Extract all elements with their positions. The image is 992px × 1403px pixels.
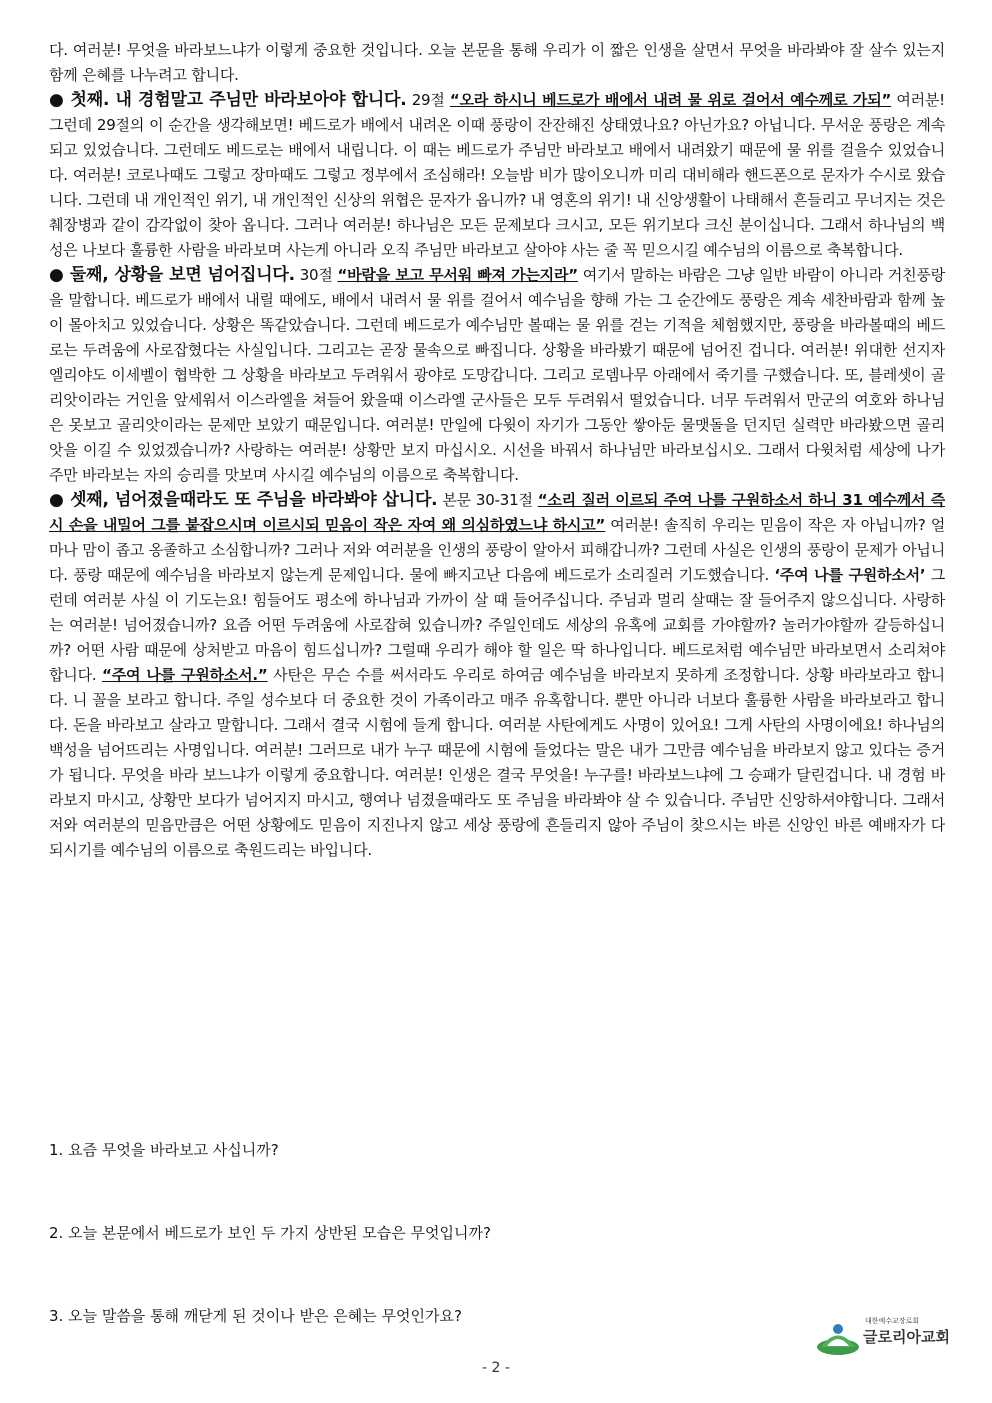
logo-name: 글로리아교회 [863,1328,950,1346]
section-1-verse-ref: 29절 [411,91,445,109]
question-1: 1. 요즘 무엇을 바라보고 사십니까? [49,1141,279,1159]
section-1 [49,88,945,263]
section-3-inline-quote: ‘주여 나를 구원하소서’ [774,566,926,584]
intro-paragraph: 다. 여러분! 무엇을 바라보느냐가 이렇게 중요한 것입니다. 오늘 본문을 통해 우리가 이 짧은 인생을 살면서 무엇을 바라봐야 잘 살수 있는지 함께 은혜를 나누려고 합니다. [49,41,945,84]
section-3-quote: “소리 질러 이르되 주여 나를 구원하소서 하니 31 예수께서 즉시 손을 내밀어 그를 붙잡으시며 이르시되 믿음이 작은 자여 왜 의심하였느냐 하시고” [49,491,945,534]
section-3 [49,488,945,863]
sermon-body [49,38,945,863]
section-2-verse-ref: 30절 [299,266,333,284]
section-2-quote: “바람을 보고 무서워 빠져 가는지라” [337,266,578,284]
section-2-text: 여기서 말하는 바람은 그냥 일반 바람이 아니라 거친풍랑을 말합니다. 베드로가 배에서 내릴 때에도, 배에서 내려서 물 위를 걸어서 예수님을 향해 가는 그 순간에도 풍랑은 계속 세찬바람과 함께 높이 몰아치고 있었습니다. 상황은 똑같았습니다. 그런데 베드로가 예수님만 볼때는 물 위를 걷는 기적을 체험했지만, 풍랑을 바라볼때의 베드로는 두려움에 사로잡혔다는 사실입니다. 그리고는 곧장 물속으로 빠집니다. 상황을 바라봤기 때문에 넘어진 겁니다. 여러분! 위대한 선지자 엘리야도 이세벨이 협박한 그 상황을 바라보고 두려워서 광야로 도망갑니다. 그리고 로뎀나무 아래에서 죽기를 구했습니다. 또, 블레셋이 골리앗이라는 거인을 앞세워서 이스라엘을 쳐들어 왔을때 이스라엘 군사들은 모두 두려워서 떨었습니다. 너무 두려워서 만군의 여호와 하나님은 못보고 골리앗이라는 문제만 보았기 때문입니다. 여러분! 만일에 다윗이 자기가 그동안 쌓아둔 물맷돌을 던지던 실력만 바라봤으면 골리앗을 이길 수 있었겠습니까? 사랑하는 여러분! 상황만 보지 마십시오. 시선을 바꿔서 하나님만 바라보십시오. 그래서 다윗처럼 세상에 나가 주만 바라보는 자의 승리를 맛보며 사시길 예수님의 이름으로 축복합니다. [49,266,946,484]
section-1-quote: “오라 하시니 베드로가 배에서 내려 물 위로 걸어서 예수께로 가되” [449,91,892,109]
church-logo-icon [815,1320,861,1356]
section-3-verse-ref: 본문 30-31절 [442,491,533,509]
section-3-text-a: 여러분! 솔직히 우리는 믿음이 작은 자 아닙니까? 얼마나 맘이 좁고 옹졸하고 소심합니까? 그러나 저와 여러분을 인생의 풍랑이 알아서 피해갑니까? 그런데 사실은 인생의 풍랑이 문제가 아닙니다. 풍랑 때문에 예수님을 바라보지 않는게 문제입니다. 물에 빠지고난 다음에 베드로가 소리질러 기도했습니다. [49,516,945,584]
church-logo [815,1316,955,1356]
question-3: 3. 오늘 말씀을 통해 깨닫게 된 것이나 받은 은혜는 무엇인가요? [49,1307,462,1325]
section-2 [49,263,945,488]
section-3-text-b: 그런데 여러분 사실 이 기도는요! 힘들어도 평소에 하나님과 가까이 살 때 들어주십니다. 주님과 멀리 살때는 잘 들어주지 않으십니다. 사랑하는 여러분! 넘어졌습니까? 요즘 어떤 두려움에 사로잡혀 있습니까? 주일인데도 세상의 유혹에 교회를 가야할까? 놀러가야할까 갈등하십니까? 어떤 사람 때문에 상처받고 마음이 힘드십니까? 그럴때 우리가 해야 할 일은 딱 하나입니다. 베드로처럼 예수님만 바라보면서 소리쳐야 합니다. [49,566,945,684]
section-2-heading: ● 둘째, 상황을 보면 넘어집니다. [49,265,295,285]
section-1-text: 여러분! 그런데 29절의 이 순간을 생각해보면! 베드로가 배에서 내려온 이때 풍랑이 잔잔해진 상태였나요? 아닌가요? 아닙니다. 무서운 풍랑은 계속되고 있었습니다. 그런데도 베드로는 배에서 내립니다. 이 때는 베드로가 주님만 바라보고 배에서 내려왔기 때문에 물 위를 걸을수 있었습니다. 여러분! 코로나때도 그렇고 장마때도 그렇고 정부에서 조심해라! 오늘밤 비가 많이오니까 미리 대비해라 핸드폰으로 문자가 수시로 왔습니다. 그런데 내 개인적인 위기, 내 개인적인 신상의 위협은 문자가 옵니까? 내 영혼의 위기! 내 신앙생활이 나태해서 흔들리고 무너지는 것은 췌장병과 같이 감각없이 찾아 옵니다. 그러나 여러분! 하나님은 모든 문제보다 크시고, 모든 위기보다 크신 분이십니다. 그래서 하나님의 백성은 나보다 훌륭한 사람을 바라보며 사는게 아니라 오직 주님만 바라보고 살아야 사는 줄 꼭 믿으시길 예수님의 이름으로 축복합니다. [49,91,945,259]
section-3-heading: ● 셋째, 넘어졌을때라도 또 주님을 바라봐야 삽니다. [49,490,438,510]
logo-subtitle: 대한예수교장로회 [865,1317,920,1325]
section-3-inline-quote-2: “주여 나를 구원하소서.” [102,666,268,684]
question-2: 2. 오늘 본문에서 베드로가 보인 두 가지 상반된 모습은 무엇입니까? [49,1224,491,1242]
section-3-text-c: 사탄은 무슨 수를 써서라도 우리로 하여금 예수님을 바라보지 못하게 조정합니다. 상황 바라보라고 합니다. 니 꼴을 보라고 합니다. 주일 성수보다 더 중요한 것이 가족이라고 매주 유혹합니다. 뿐만 아니라 너보다 훌륭한 사람을 바라보라고 합니다. 돈을 바라보고 살라고 말합니다. 그래서 결국 시험에 들게 합니다. 여러분 사탄에게도 사명이 있어요! 그게 사탄의 사명이에요! 하나님의 백성을 넘어뜨리는 사명입니다. 여러분! 그러므로 내가 누구 때문에 시험에 들었다는 말은 내가 그만큼 예수님을 바라보지 않고 있다는 증거가 됩니다. 무엇을 바라 보느냐가 이렇게 중요합니다. 여러분! 인생은 결국 무엇을! 누구를! 바라보느냐에 그 승패가 달린겁니다. 내 경험 바라보지 마시고, 상황만 보다가 넘어지지 마시고, 행여나 넘졌을때라도 또 주님을 바라봐야 살 수 있습니다. 주님만 신앙하셔야합니다. 그래서 저와 여러분의 믿음만큼은 어떤 상황에도 믿음이 지진나지 않고 세상 풍랑에 흔들리지 않아 주님이 찾으시는 바른 신앙인 바른 예배자가 다 되시기를 예수님의 이름으로 축원드리는 바입니다. [49,666,945,859]
page-number: - 2 - [482,1360,510,1376]
section-1-heading: ● 첫째. 내 경험말고 주님만 바라보아야 합니다. [49,90,407,110]
